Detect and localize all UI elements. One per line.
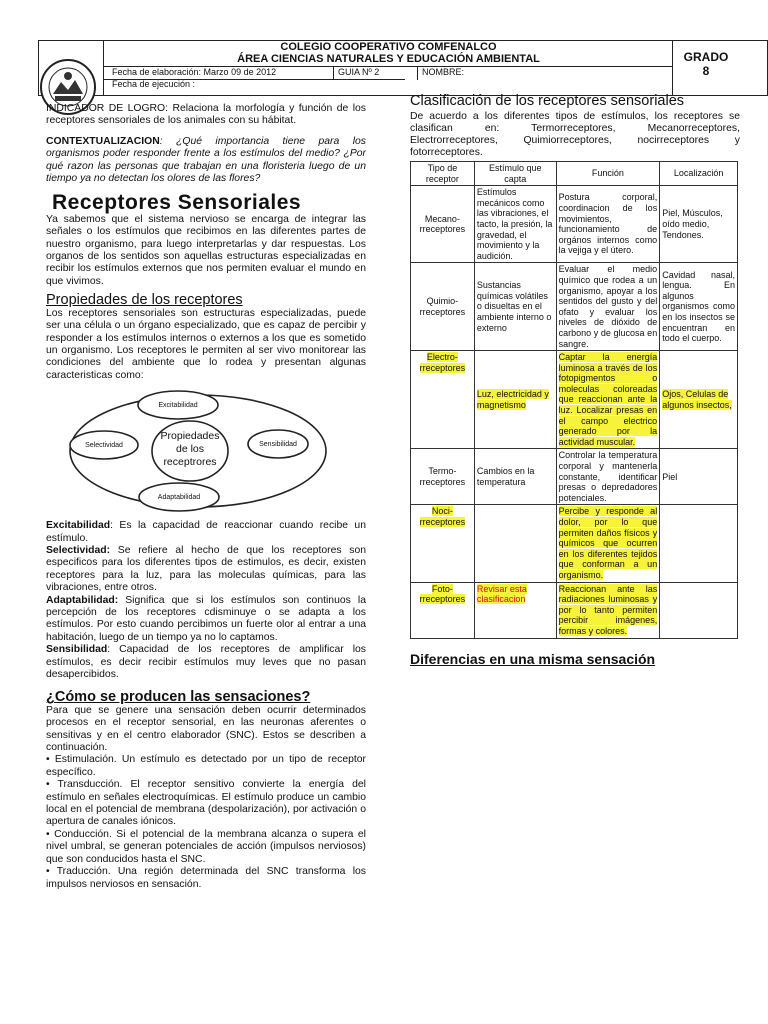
def-term: Selectividad: [46,544,111,556]
def-term: Excitabilidad [46,520,111,532]
step-item: • Conducción. Si el potencial de la membrana alcanza o supera el nivel umbral, se generan potenciales de acción (impulsos nerviosos) que son conducidos hasta el SNC. [46,828,366,865]
def-text: Significa que si los estímulos son continuos la percepción de los receptores cdisminuye o se adapta a los estímulos. Por esto cuando percibimos un fuerte olor al entrar a una habitación, luego de un tiempo ya no lo captamos. [46,594,366,643]
table-row [411,505,738,582]
intro-paragraph: Ya sabemos que el sistema nervioso se encarga de integrar las señales o los estímulos que recibimos en las diferentes partes de nuestro organismo, para luego interpretarlas y dar respuestas. Los organos de los sentidos son aquellas estructuras especializadas en recibir los estímulos externos que nos permiten evaluar el mundo en que vivimos. [46,213,366,287]
cell-estimulo: Estímulos mecánicos como las vibraciones, el tacto, la presión, la gravedad, el movimiento y la audición. [474,186,556,263]
cell-tipo: Quimio-rreceptores [411,263,475,351]
cell-localizacion [660,505,738,582]
fecha-elaboracion: Fecha de elaboración: Marzo 09 de 2012 [112,67,277,77]
header-title [105,41,672,66]
highlight: Captar la energía luminosa a través de los fotopigmentos o moleculas coloreadas que reaccionan ante la luz. Localizar presas en el campo electrico generado por la actividad muscular. [558,352,658,447]
right-column [410,93,740,667]
header-grado-divider [672,40,673,96]
step-item: • Transducción. El receptor sensitivo convierte la energía del estímulo en señales electroquímicas. El estímulo produce un cambio local en el potencial de membrana (despolarización), por activación o apertura de canales iónicos. [46,779,366,828]
highlight: Ojos, Celulas de algunos insectos, [662,389,732,410]
highlight: Noci-rreceptores [419,506,466,527]
diagram-right-label: Sensibilidad [259,441,297,449]
table-header-cell: Tipo de receptor [411,162,475,186]
table-row [411,186,738,263]
classification-heading: Clasificación de los receptores sensoriales [410,93,685,109]
area-name: ÁREA CIENCIAS NATURALES Y EDUCACIÓN AMBIENTAL [237,53,540,65]
cell-localizacion: Piel, Músculos, oído medio, Tendones. [660,186,738,263]
properties-diagram [46,384,366,514]
diagram-left-label: Selectividad [85,442,123,450]
def-sensibilidad [46,644,366,681]
cell-tipo: Termo-rreceptores [411,449,475,505]
fecha-ejecucion: Fecha de ejecución : [112,79,196,89]
table-row [411,351,738,449]
cell-tipo [411,505,475,582]
cell-estimulo [474,582,556,638]
receptors-table [410,161,738,639]
def-text: : Es la capacidad de reaccionar cuando recibe un estímulo. [46,520,366,544]
properties-heading: Propiedades de los receptores [46,292,243,309]
def-adaptabilidad [46,595,366,645]
cell-estimulo: Sustancias químicas volátiles o disueltas en el ambiente interno o externo [474,263,556,351]
cell-tipo [411,582,475,638]
cell-funcion [556,351,660,449]
table-header-cell: Localización [660,162,738,186]
highlight: Electro-rreceptores [419,352,466,373]
table-row [411,582,738,638]
step-item: • Estimulación. Un estímulo es detectado por un tipo de receptor específico. [46,754,366,778]
classification-intro: De acuerdo a los diferentes tipos de estímulos, los receptores se clasifican en: Termorreceptores, Mecanorreceptores, Electrorreceptores, Quimiorreceptores, nocirreceptores y fotorreceptores. [410,111,740,158]
differences-heading: Diferencias en una misma sensación [410,650,656,667]
def-text: Se refiere al hecho de que los receptores son especificos para los diferentes tipos de estimulos, es decir, existen receptores para la luz, para las moleculas químicas, para las vibraciones, entre otros. [46,544,366,594]
def-selectividad [46,545,366,595]
cell-localizacion: Cavidad nasal, lengua. En algunos organismos como en los insectos se encuentran en todo el cuerpo. [660,263,738,351]
cell-localizacion: Piel [660,449,738,505]
table-row [411,449,738,505]
header-nombre-divider [417,66,418,80]
sensations-intro: Para que se genere una sensación deben ocurrir determinados procesos en el receptor sensorial, en las neuronas aferentes o sensitivas y en el centro elaborador (SNC). Estos se describen a continuación. [46,704,366,754]
highlight-red: Revisar esta clasificacion [476,583,527,605]
school-name: COLEGIO COOPERATIVO COMFENALCO [280,41,497,53]
cell-funcion: Controlar la temperatura corporal y mantenerla constante, identificar presas o depredadores potenciales. [556,449,660,505]
indicador-logro: INDICADOR DE LOGRO: Relaciona la morfología y función de los receptores sensoriales de los animales con su hábitat. [46,103,366,127]
cell-funcion [556,582,660,638]
header-guia-divider [333,66,334,80]
grado-value: 8 [702,64,710,78]
definitions-list [46,520,366,681]
properties-paragraph: Los receptores sensoriales son estructuras especializadas, puede ser una célula o un órgano especializado, que es capaz de percibir y responder a los estímulos internos o externos a los que es sometido un organismo. Los receptores le permiten al ser vivo monitorear las condiciones del ambiente que lo rodea y presentan algunas caracteristicas como: [46,307,366,381]
context-label: CONTEXTUALIZACION [46,135,160,147]
contextualizacion [46,136,366,186]
table-header-cell: Función [556,162,660,186]
page-title: Receptores Sensoriales [52,191,302,215]
diagram-top-label: Excitabilidad [158,402,198,410]
grado-box [676,50,736,78]
diagram-bottom-label: Adaptabilidad [157,494,201,502]
table-row [411,263,738,351]
table-header-cell: Estímulo que capta [474,162,556,186]
cell-estimulo [474,351,556,449]
diagram-center-label: Propiedades de los receptrores [160,430,220,469]
highlight: Percibe y responde al dolor, por lo que permiten daños físicos y químicos que ocurren en los diferentes tejidos que conforman a un organismo. [558,506,658,580]
cell-localizacion [660,582,738,638]
cell-estimulo [474,505,556,582]
def-excitabilidad [46,520,366,545]
left-column [46,103,366,891]
cell-tipo: Mecano-rreceptores [411,186,475,263]
cell-funcion: Postura corporal, coordinacion de los movimientos, funcionamiento de orgános internos como la vejiga y el útero. [556,186,660,263]
cell-tipo [411,351,475,449]
guia-number: GUIA Nº 2 [338,67,380,77]
cell-funcion: Evaluar el medio químico que rodea a un organismo, apoyar a los sentidos del gusto y del ofato y evaluar los niveles de dióxido de carbono y de glucosa en sangre. [556,263,660,351]
highlight: Reaccionan ante las radiaciones luminosas y por lo tanto permiten percibir imágenes, formas y colores. [558,583,658,636]
cell-funcion [556,505,660,582]
step-item: • Traducción. Una región determinada del SNC transforma los impulsos nerviosos en sensación. [46,866,366,890]
grado-label: GRADO [683,50,729,64]
highlight: Luz, electricidad y magnetismo [476,389,549,410]
header-logo-divider [103,40,104,96]
cell-estimulo: Cambios en la temperatura [474,449,556,505]
table-header-row [411,162,738,186]
cell-localizacion [660,351,738,449]
def-text: : Capacidad de los receptores de amplificar los estímulos, es decir recibir estímulos muy leves que no pasan desapercibidos. [46,644,366,680]
highlight: Foto-rreceptores [419,583,466,605]
def-term: Adaptabilidad: [46,594,119,606]
nombre-field: NOMBRE: [422,67,465,77]
sensations-heading: ¿Cómo se producen las sensaciones? [46,689,311,706]
def-term: Sensibilidad [46,644,108,656]
context-text: : ¿Qué importancia tiene para los organismos poder responder frente a los estímulos del medio? ¿Por qué razon las personas que trabajan en una floristeria luego de un tiempo ya no detectan los olores de las flores? [46,135,366,185]
